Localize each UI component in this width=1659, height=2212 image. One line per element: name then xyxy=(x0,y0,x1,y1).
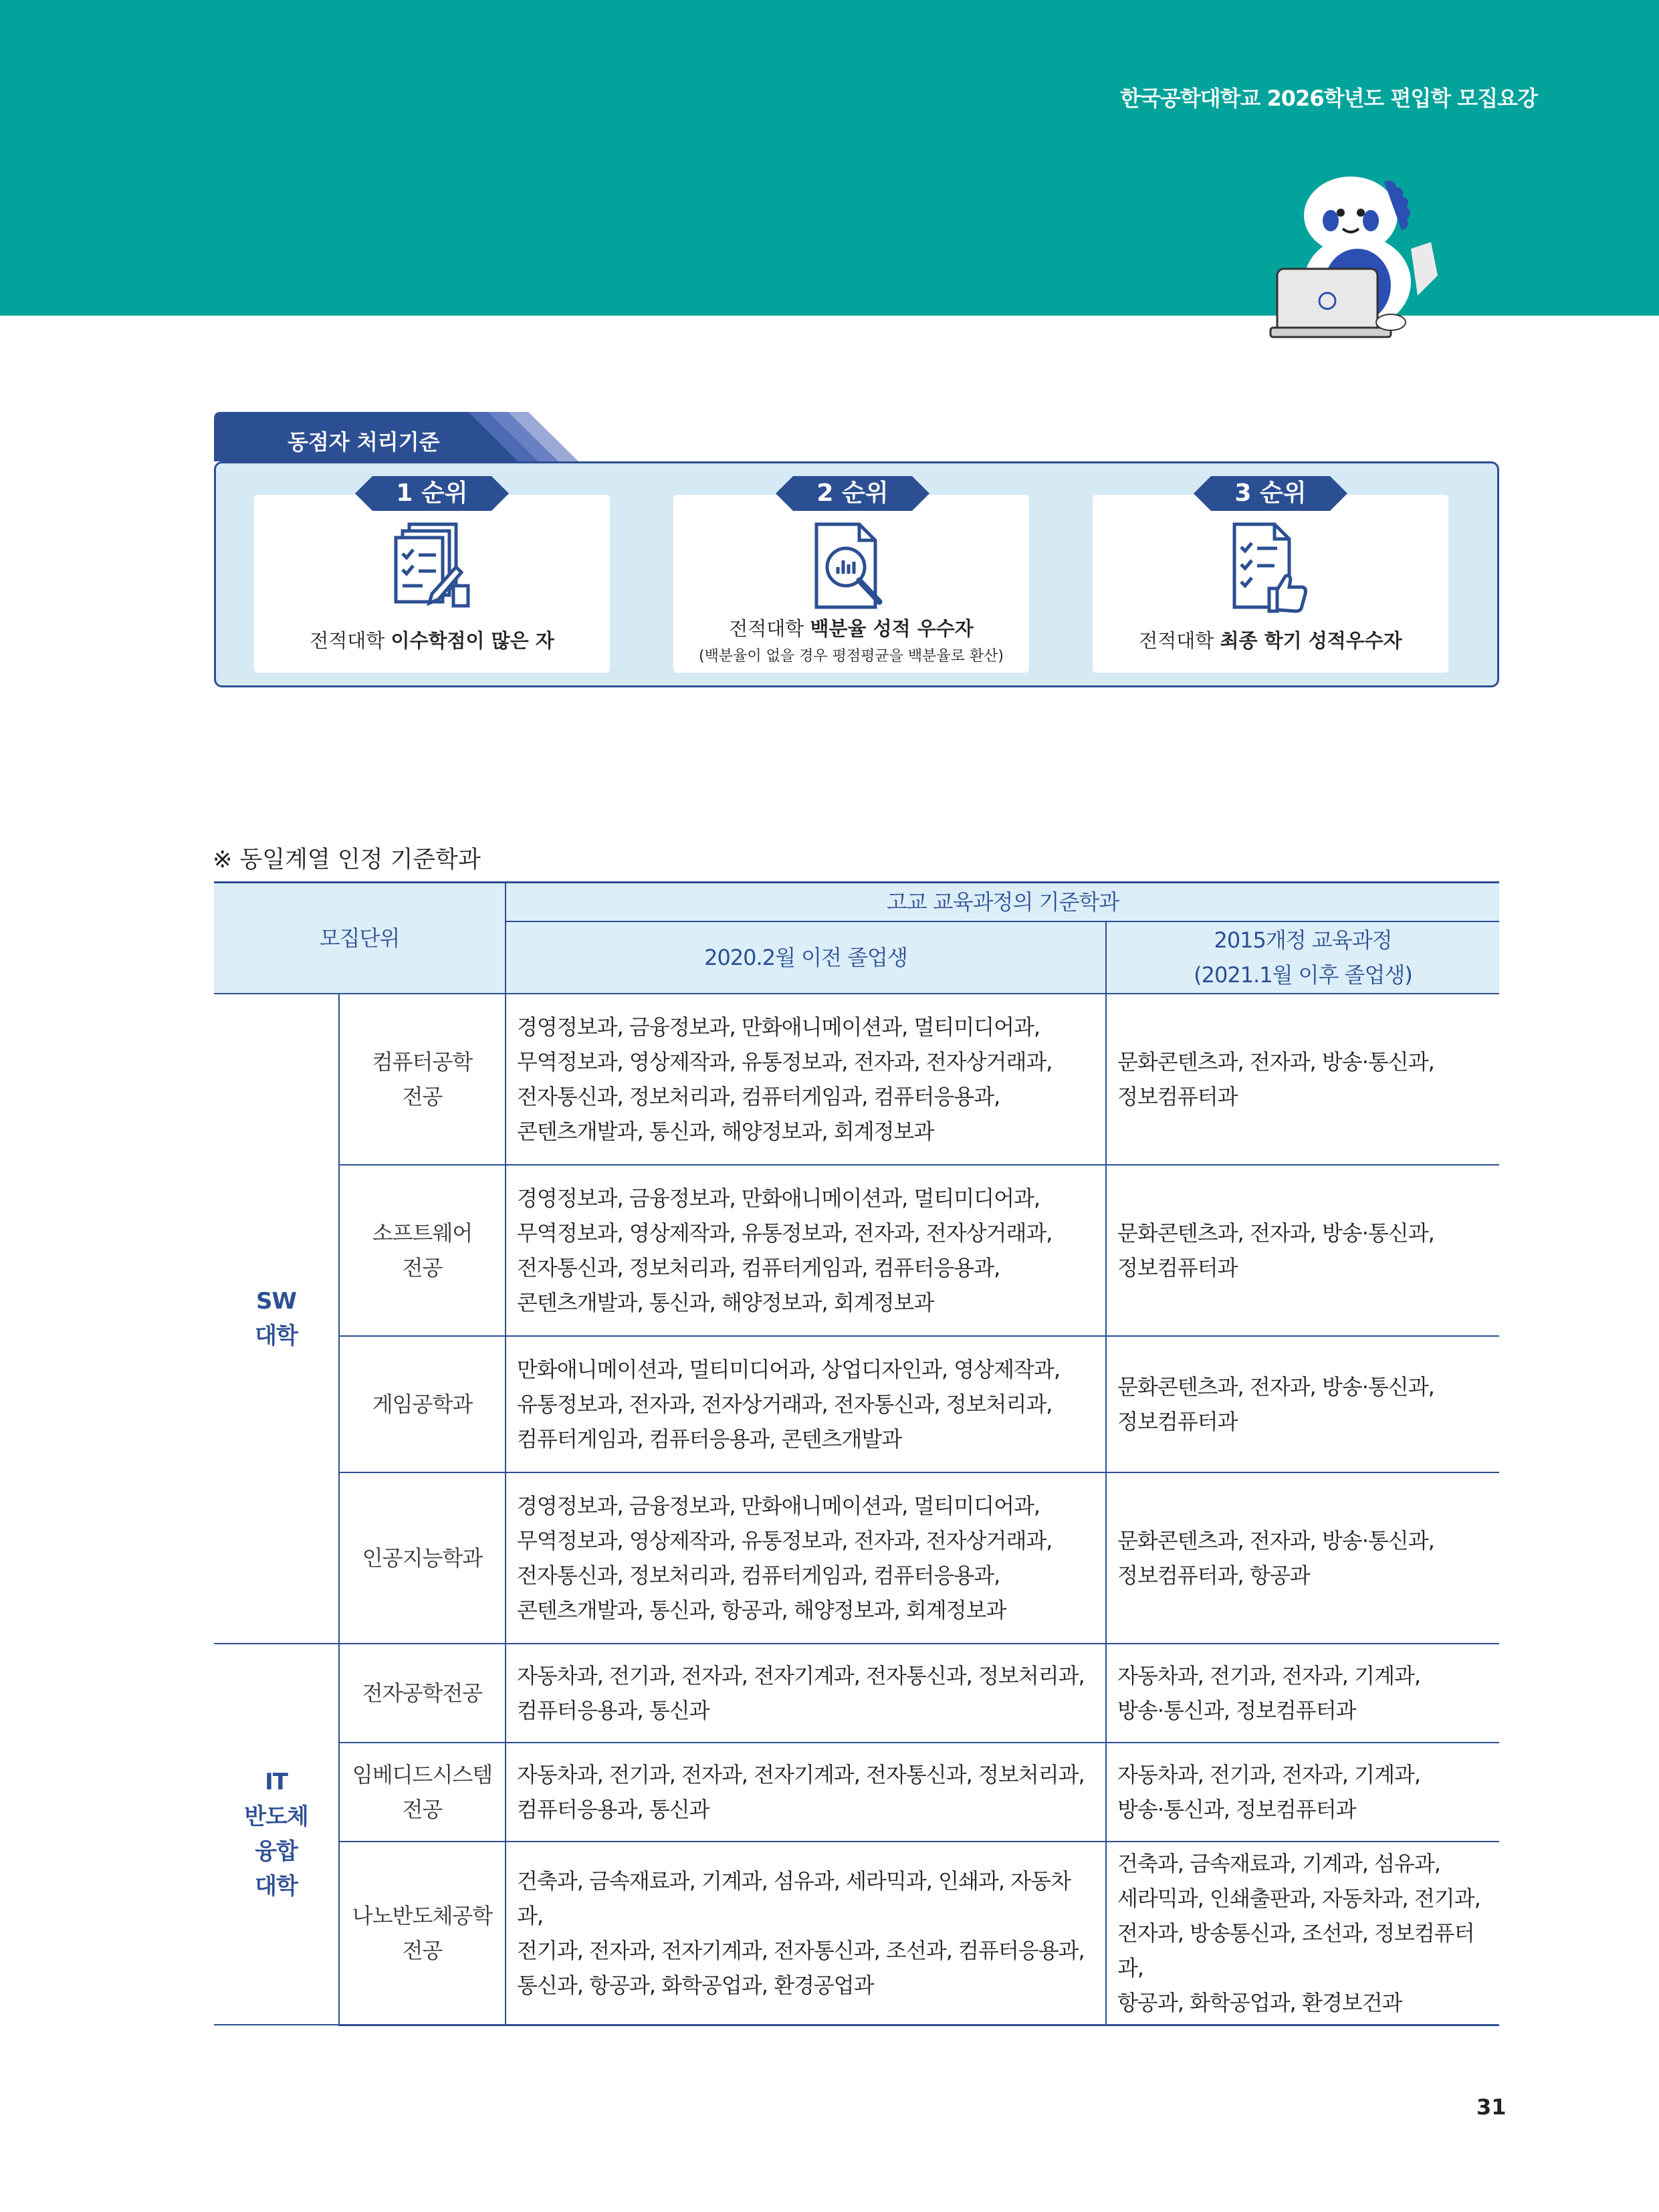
rank-text-1: 전적대학 이수학점이 많은 자 xyxy=(310,629,554,652)
before-2020-cell: 경영정보과, 금융정보과, 만화애니메이션과, 멀티미디어과, 무역정보과, 영상제작과, 유통정보과, 전자과, 전자상거래과, 전자통신과, 정보처리과, 컴퓨터게임과, 컴퓨터응용과, 콘텐츠개발과, 통신과, 항공과, 해양정보과, 회계정보과 xyxy=(506,1472,1106,1644)
unit-cell: 컴퓨터공학 전공 xyxy=(339,994,506,1165)
rank-label-3: 3 순위 xyxy=(1234,479,1307,507)
table-row xyxy=(214,1472,1499,1644)
before-2020-cell: 경영정보과, 금융정보과, 만화애니메이션과, 멀티미디어과, 무역정보과, 영상제작과, 유통정보과, 전자과, 전자상거래과, 전자통신과, 정보처리과, 컴퓨터게임과, 컴퓨터응용과, 콘텐츠개발과, 통신과, 해양정보과, 회계정보과 xyxy=(506,994,1106,1165)
header-group: 고교 교육과정의 기준학과 xyxy=(506,883,1499,921)
unit-cell: 전자공학전공 xyxy=(339,1644,506,1743)
before-2020-cell: 자동차과, 전기과, 전자과, 전자기계과, 전자통신과, 정보처리과, 컴퓨터응용과, 통신과 xyxy=(506,1743,1106,1842)
college-sw: SW 대학 xyxy=(214,994,339,1644)
department-table xyxy=(214,881,1499,2026)
table-row xyxy=(214,1165,1499,1336)
tiebreak-title: 동점자 처리기준 xyxy=(288,429,440,455)
rank-subtext-2: (백분율이 없을 경우 평점평균을 백분율로 환산) xyxy=(699,648,1004,665)
table-row xyxy=(214,1644,1499,1743)
curriculum-2015-cell: 자동차과, 전기과, 전자과, 기계과, 방송·통신과, 정보컴퓨터과 xyxy=(1106,1743,1499,1842)
curriculum-2015-cell: 문화콘텐츠과, 전자과, 방송·통신과, 정보컴퓨터과 xyxy=(1106,1165,1499,1336)
document-magnifier-icon xyxy=(812,520,893,614)
rank-label-2: 2 순위 xyxy=(816,479,889,507)
header-unit: 모집단위 xyxy=(214,883,506,994)
curriculum-2015-cell: 자동차과, 전기과, 전자과, 기계과, 방송·통신과, 정보컴퓨터과 xyxy=(1106,1644,1499,1743)
table-row xyxy=(214,1336,1499,1472)
checklist-thumbsup-icon xyxy=(1230,520,1311,614)
table-row xyxy=(214,1842,1499,2025)
doc-title: 한국공학대학교 2026학년도 편입학 모집요강 xyxy=(1120,86,1537,111)
college-it-semiconductor: IT 반도체 융합 대학 xyxy=(214,1644,339,2025)
unit-cell: 임베디드시스템 전공 xyxy=(339,1743,506,1842)
table-row xyxy=(214,994,1499,1165)
header-col-2015-curriculum xyxy=(1106,921,1499,994)
before-2020-cell: 경영정보과, 금융정보과, 만화애니메이션과, 멀티미디어과, 무역정보과, 영상제작과, 유통정보과, 전자과, 전자상거래과, 전자통신과, 정보처리과, 컴퓨터게임과, 컴퓨터응용과, 콘텐츠개발과, 통신과, 해양정보과, 회계정보과 xyxy=(506,1165,1106,1336)
rank-text-3: 전적대학 최종 학기 성적우수자 xyxy=(1139,629,1402,652)
table-row xyxy=(214,1743,1499,1842)
curriculum-2015-cell: 문화콘텐츠과, 전자과, 방송·통신과, 정보컴퓨터과, 항공과 xyxy=(1106,1472,1499,1644)
unit-cell: 나노반도체공학 전공 xyxy=(339,1842,506,2025)
unit-cell: 게임공학과 xyxy=(339,1336,506,1472)
before-2020-cell: 자동차과, 전기과, 전자과, 전자기계과, 전자통신과, 정보처리과, 컴퓨터응용과, 통신과 xyxy=(506,1644,1106,1743)
document-pen-icon xyxy=(392,520,472,614)
before-2020-cell: 만화애니메이션과, 멀티미디어과, 상업디자인과, 영상제작과, 유통정보과, 전자과, 전자상거래과, 전자통신과, 정보처리과, 컴퓨터게임과, 컴퓨터응용과, 콘텐츠개발과 xyxy=(506,1336,1106,1472)
curriculum-2015-cell: 문화콘텐츠과, 전자과, 방송·통신과, 정보컴퓨터과 xyxy=(1106,994,1499,1165)
unit-cell: 소프트웨어 전공 xyxy=(339,1165,506,1336)
curriculum-2015-cell: 문화콘텐츠과, 전자과, 방송·통신과, 정보컴퓨터과 xyxy=(1106,1336,1499,1472)
mascot-dinosaur-laptop-icon xyxy=(1257,169,1484,342)
page-number: 31 xyxy=(1476,2094,1507,2120)
rank-text-2: 전적대학 백분율 성적 우수자 xyxy=(729,617,974,640)
before-2020-cell: 건축과, 금속재료과, 기계과, 섬유과, 세라믹과, 인쇄과, 자동차과, 전기과, 전자과, 전자기계과, 전자통신과, 조선과, 컴퓨터응용과, 통신과, 항공과, 화학공업과, 환경공업과 xyxy=(506,1842,1106,2025)
header-col-before-2020: 2020.2월 이전 졸업생 xyxy=(506,921,1106,994)
rank-label-1: 1 순위 xyxy=(396,479,468,507)
unit-cell: 인공지능학과 xyxy=(339,1472,506,1644)
header-col2-line1: 2015개정 교육과정 xyxy=(1214,927,1392,953)
table-note: ※ 동일계열 인정 기준학과 xyxy=(213,847,481,873)
curriculum-2015-cell: 건축과, 금속재료과, 기계과, 섬유과, 세라믹과, 인쇄출판과, 자동차과, 전기과, 전자과, 방송통신과, 조선과, 정보컴퓨터과, 항공과, 화학공업과, 환경보건과 xyxy=(1106,1842,1499,2025)
header-col2-line2: (2021.1월 이후 졸업생) xyxy=(1194,962,1412,988)
